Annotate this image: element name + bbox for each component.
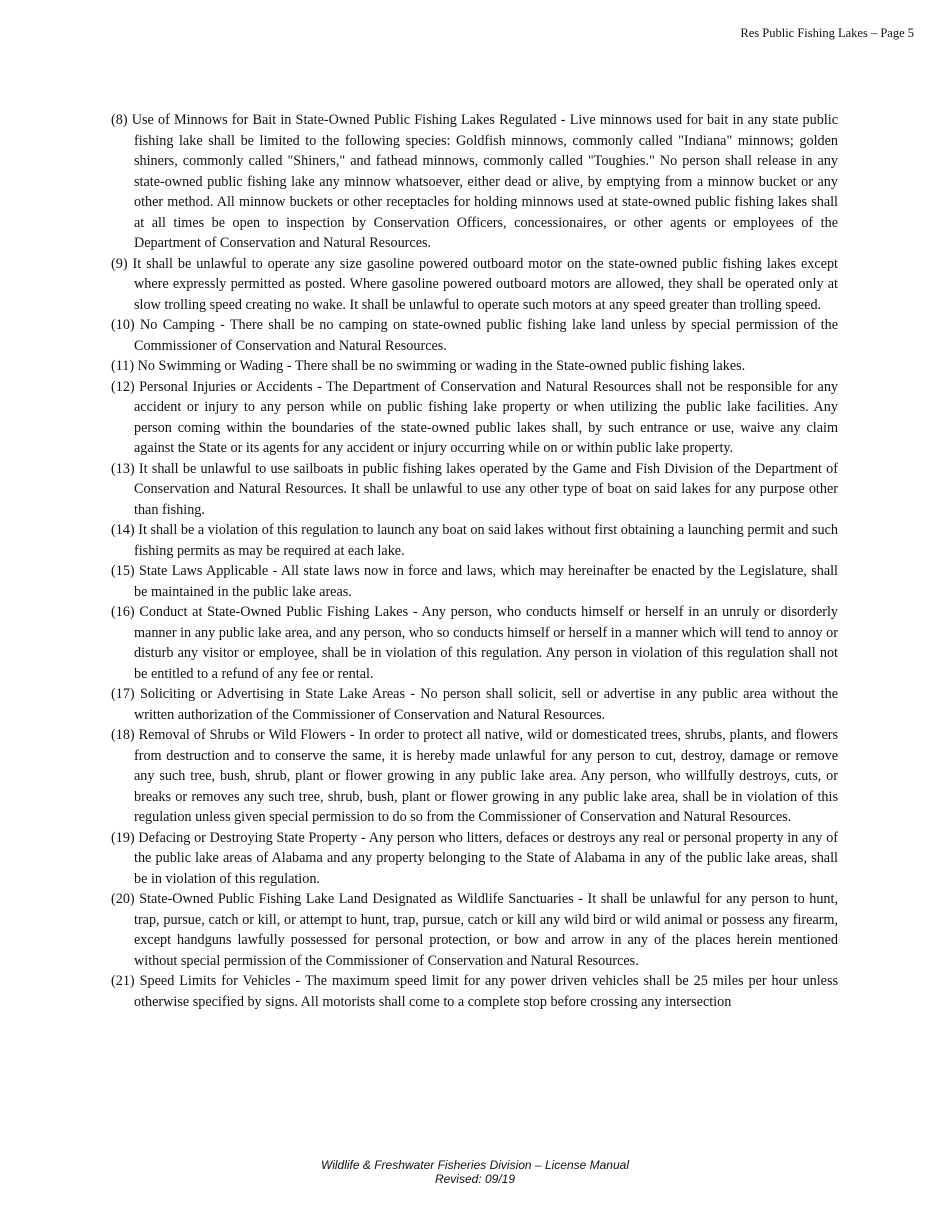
page-header: Res Public Fishing Lakes – Page 5 [740,26,914,40]
regulation-item [111,684,838,725]
regulation-number: (16) [111,604,135,620]
regulation-number: (15) [111,563,135,579]
regulation-text: It shall be unlawful to operate any size gasoline powered outboard motor on the state-owned public fishing lakes except where expressly permitted as posted. Where gasoline powered outboard motors are allowed, they shall be operated only at slow trolling speed creating no wake. It shall be unlawful to operate such motors at any speed greater than trolling speed. [132,255,839,313]
regulation-number: (8) [111,112,128,128]
regulation-number: (13) [111,460,135,477]
regulation-number: (21) [111,973,135,989]
regulation-number: (17) [111,686,135,702]
regulation-number: (11) [111,358,135,374]
regulation-item [111,110,838,254]
regulation-item [111,459,838,521]
regulation-item [111,602,838,684]
regulation-text: Removal of Shrubs or Wild Flowers - In order to protect all native, wild or domesticated trees, shrubs, plants, and flowers from destruction and to conserve the same, it is hereby made unlawful for any person to cut, destroy, damage or remove any such tree, bush, shrub, plant or flower growing in any public lake area. Any person, who willfully destroys, cuts, or breaks or removes any such tree, shrub, bush, plant or flower growing in any public lake area, shall be in violation of this regulation unless given special permission to do so from the Commissioner of Conservation and Natural Resources. [134,727,838,825]
regulation-text: Defacing or Destroying State Property - Any person who litters, defaces or destroys any real or personal property in any of the public lake areas of Alabama and any property belonging to the State of Alabama in any of the public lake areas, shall be in violation of this regulation. [134,829,839,887]
regulation-item [111,254,838,316]
footer-manual-title: Wildlife & Freshwater Fisheries Division – License Manual [320,1158,629,1172]
regulation-text: Soliciting or Advertising in State Lake Areas - No person shall solicit, sell or advertise in any public area without the written authorization of the Commissioner of Conservation and Natural Resources. [134,686,838,723]
regulations-list [111,110,838,1012]
regulation-item [111,971,838,1012]
regulation-text: Personal Injuries or Accidents - The Department of Conservation and Natural Resources shall not be responsible for any accident or injury to any person while on public fishing lake property or when utilizing the public lake facilities. Any person coming within the boundaries of the state-owned public lakes shall, by such entrance or use, waive any claim against the State or its agents for any accident or injury occurring while on or within public lake property. [134,378,839,456]
regulation-number: (12) [111,378,135,395]
regulation-number: (10) [111,317,135,333]
regulation-item [111,561,838,602]
regulation-text: No Swimming or Wading - There shall be no swimming or wading in the State-owned public fishing lakes. [137,358,746,374]
regulation-text: Conduct at State-Owned Public Fishing Lakes - Any person, who conducts himself or herself in an unruly or disorderly manner in any public lake area, and any person, who so conducts himself or herself in a manner which will tend to annoy or disturb any visitor or employee, shall be in violation of this regulation. Any person in violation of this regulation shall not be entitled to a refund of any fee or rental. [134,604,838,682]
regulation-item [111,356,838,377]
regulation-text: State-Owned Public Fishing Lake Land Designated as Wildlife Sanctuaries - It shall be unlawful for any person to hunt, trap, pursue, catch or kill, or attempt to hunt, trap, pursue, catch or kill any wild bird or wild animal or possess any firearm, except handguns lawfully possessed for personal protection, or bow and arrow in any of the places herein mentioned without special permission of the Commissioner of Conservation and Natural Resources. [134,891,839,969]
regulation-text: Speed Limits for Vehicles - The maximum speed limit for any power driven vehicles shall be 25 miles per hour unless otherwise specified by signs. All motorists shall come to a complete stop before crossing any intersection [134,973,838,1010]
footer-revision-date: Revised: 09/19 [434,1172,516,1186]
regulation-number: (19) [111,829,135,846]
regulation-item [111,315,838,356]
regulation-number: (9) [111,255,128,272]
regulation-item [111,828,838,890]
regulation-text: Use of Minnows for Bait in State-Owned Public Fishing Lakes Regulated - Live minnows used for bait in any state public fishing lake shall be limited to the following species: Goldfish minnows, commonly called "Indiana" minnows; golden shiners, commonly called "Shiners," and fathead minnows, commonly called "Toughies." No person shall release in any state-owned public fishing lake any minnow whatsoever, either dead or alive, by emptying from a minnow bucket or any other method. All minnow buckets or other receptacles for holding minnows used at state-owned public fishing lakes shall at all times be open to inspection by Conservation Officers, concessionaires, or other agents or employees of the Department of Conservation and Natural Resources. [131,112,838,251]
regulation-item [111,725,838,828]
regulation-item [111,377,838,459]
regulation-number: (20) [111,891,135,907]
regulation-text: No Camping - There shall be no camping on state-owned public fishing lake land unless by special permission of the Commissioner of Conservation and Natural Resources. [134,317,838,354]
regulation-text: It shall be a violation of this regulation to launch any boat on said lakes without first obtaining a launching permit and such fishing permits as may be required at each lake. [134,522,839,559]
regulation-item [111,889,838,971]
regulation-number: (18) [111,727,135,743]
page-footer [0,1158,950,1186]
regulation-text: It shall be unlawful to use sailboats in public fishing lakes operated by the Game and Fish Division of the Department of Conservation and Natural Resources. It shall be unlawful to use any other type of boat on said lakes for any purpose other than fishing. [134,460,838,518]
regulation-text: State Laws Applicable - All state laws now in force and laws, which may hereinafter be enacted by the Legislature, shall be maintained in the public lake areas. [134,563,838,600]
regulation-item [111,520,838,561]
regulation-number: (14) [111,522,135,538]
